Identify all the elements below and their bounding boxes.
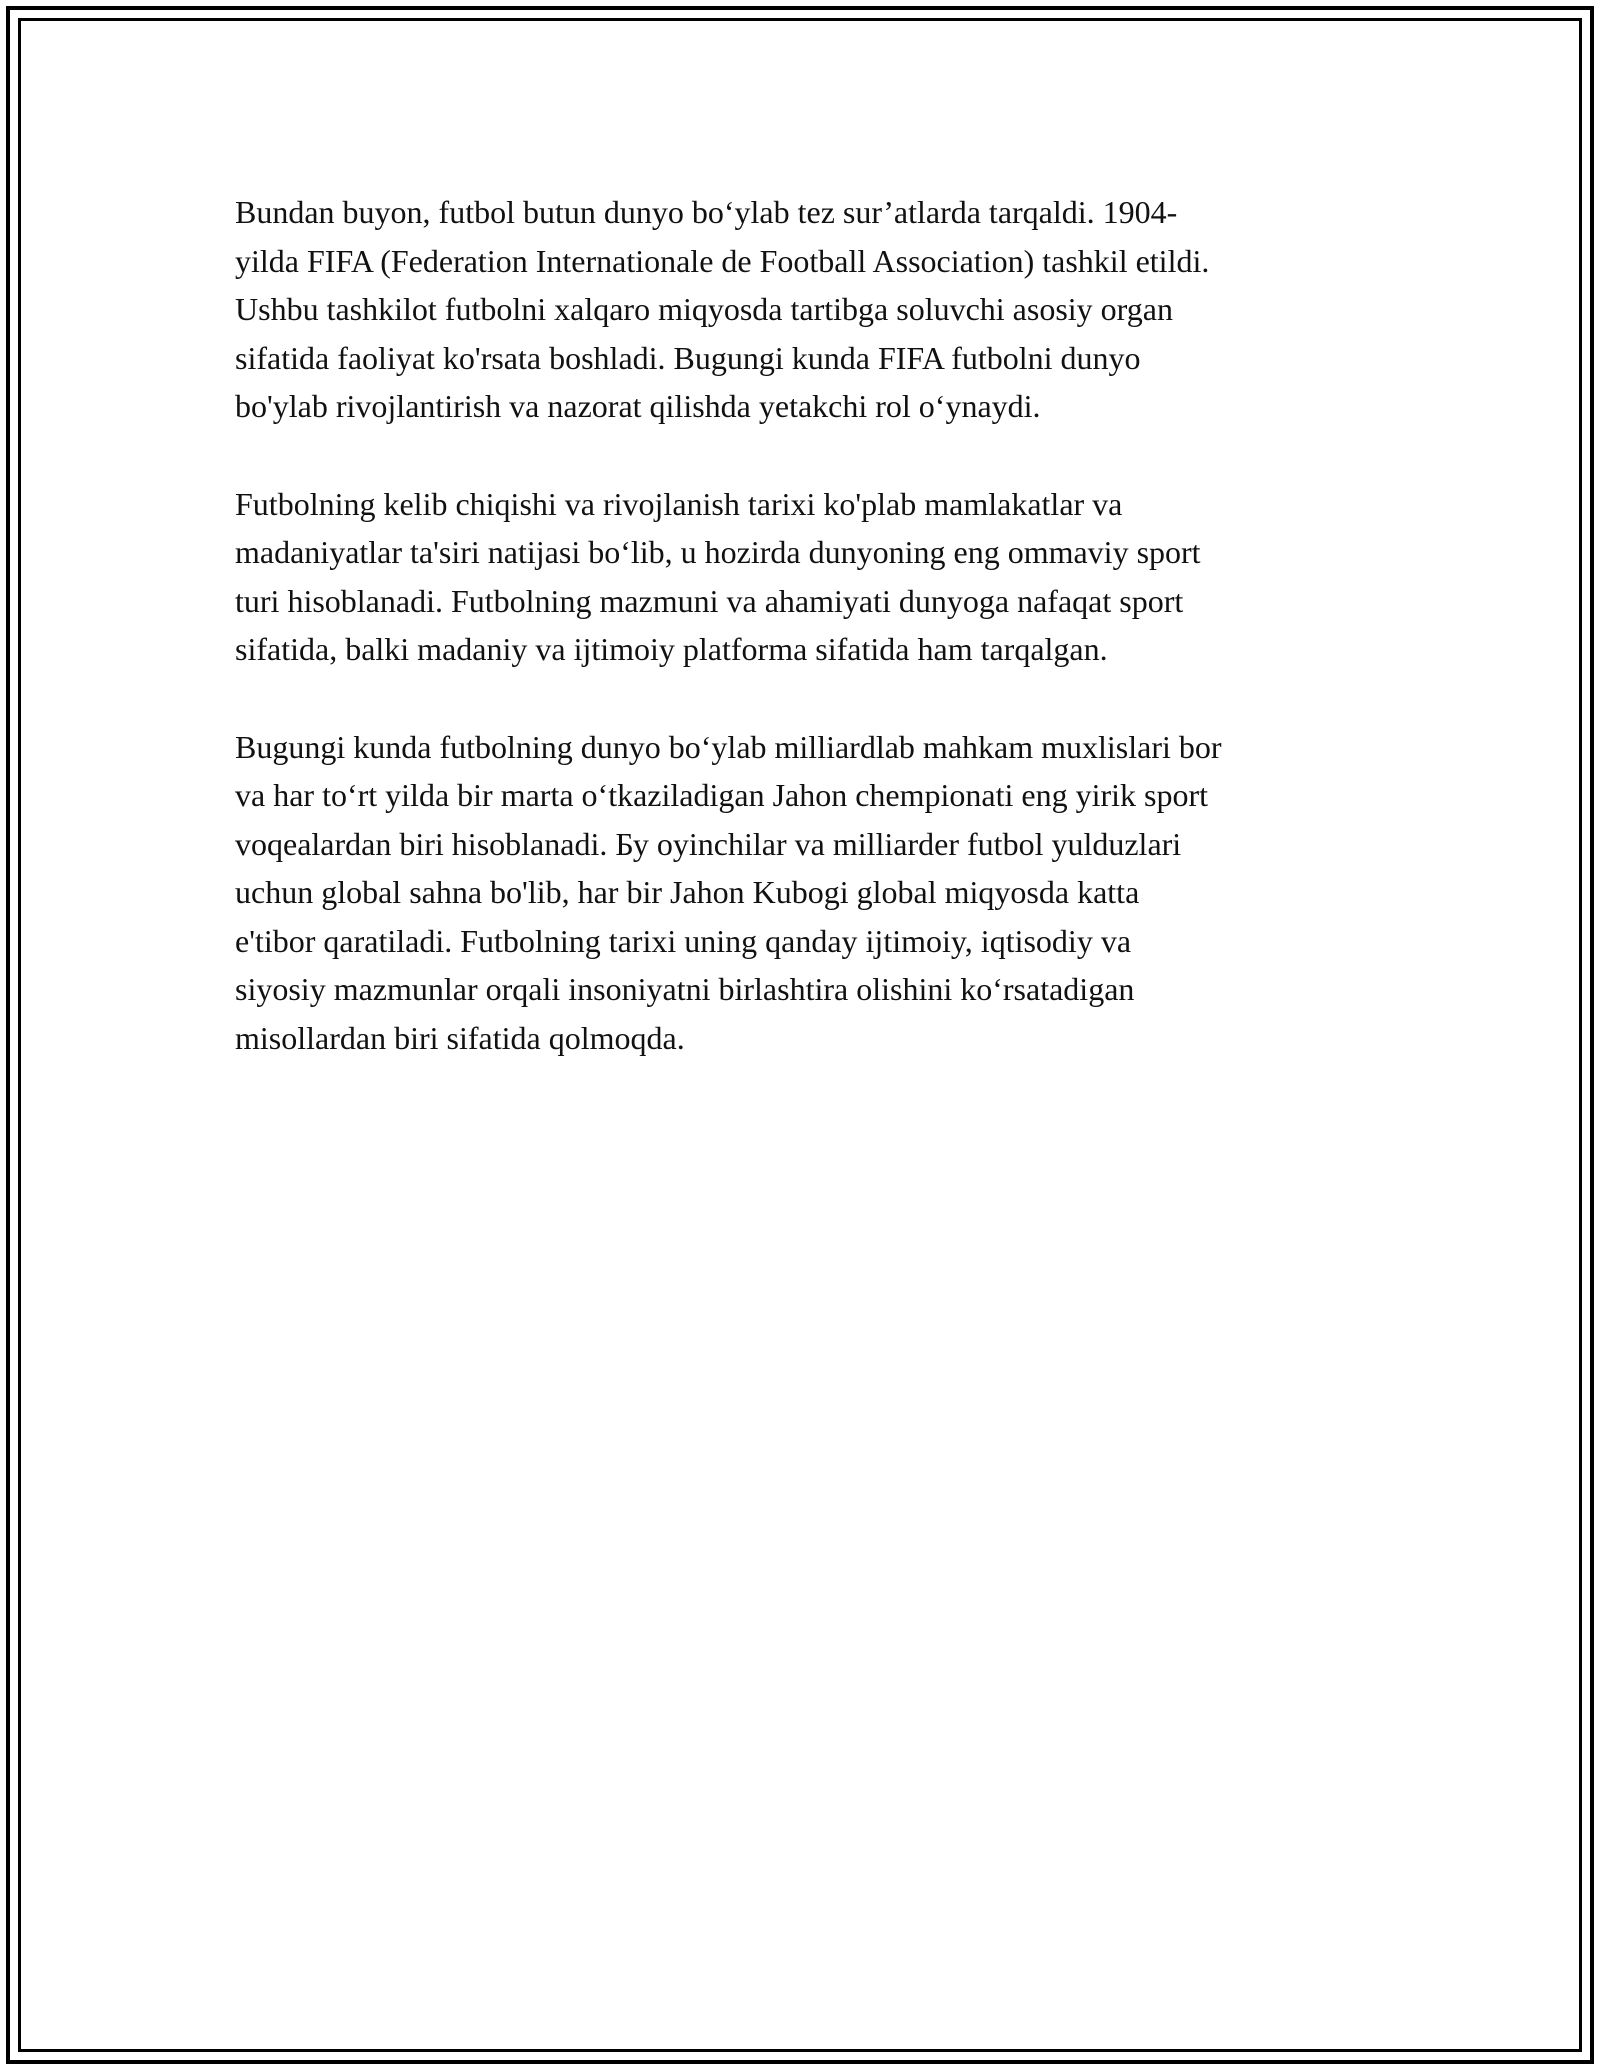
- text-line: Ushbu tashkilot futbolni xalqaro miqyosda tartibga soluvchi asosiy organ: [235, 291, 1173, 327]
- text-line: siyosiy mazmunlar orqali insoniyatni birlashtira olishini ko‘rsatadigan: [235, 971, 1135, 1007]
- text-line: va har to‘rt yilda bir marta o‘tkaziladigan Jahon chempionati eng yirik sport: [235, 777, 1209, 813]
- text-line: Futbolning kelib chiqishi va rivojlanish tarixi ko'plab mamlakatlar va: [235, 485, 1123, 522]
- text-line: turi hisoblanadi. Futbolning mazmuni va ahamiyati dunyoga nafaqat sport: [235, 582, 1184, 619]
- text-line: sifatida, balki madaniy va ijtimoiy platforma sifatida ham tarqalgan.: [235, 631, 1108, 667]
- text-line: voqealardan biri hisoblanadi. Бу oyinchilar va milliarder futbol yulduzlari: [235, 825, 1182, 862]
- text-line: Bundan buyon, futbol butun dunyo bo‘ylab tez sur’atlarda tarqaldi. 1904-: [235, 194, 1178, 230]
- text-line: e'tibor qaratiladi. Futbolning tarixi uning qanday ijtimoiy, iqtisodiy va: [235, 922, 1132, 959]
- text-line: Bugungi kunda futbolning dunyo bo‘ylab milliardlab mahkam muxlislari bor: [235, 728, 1222, 765]
- document-body: [235, 188, 1385, 1111]
- text-line: madaniyatlar ta'siri natijasi bo‘lib, u hozirda dunyoning eng ommaviy sport: [235, 534, 1201, 570]
- text-line: sifatida faoliyat ko'rsata boshladi. Bugungi kunda FIFA futbolni dunyo: [235, 339, 1141, 376]
- paragraph-football-origins: [235, 480, 1385, 674]
- text-line: yilda FIFA (Federation Internationale de Football Association) tashkil etildi.: [235, 242, 1210, 279]
- text-line: bo'ylab rivojlantirish va nazorat qilishda yetakchi rol o‘ynaydi.: [235, 388, 1041, 424]
- paragraph-fifa-founding: [235, 188, 1385, 431]
- paragraph-world-cup: [235, 723, 1385, 1063]
- text-line: misollardan biri sifatida qolmoqda.: [235, 1019, 685, 1056]
- text-line: uchun global sahna bo'lib, har bir Jahon Kubogi global miqyosda katta: [235, 874, 1140, 910]
